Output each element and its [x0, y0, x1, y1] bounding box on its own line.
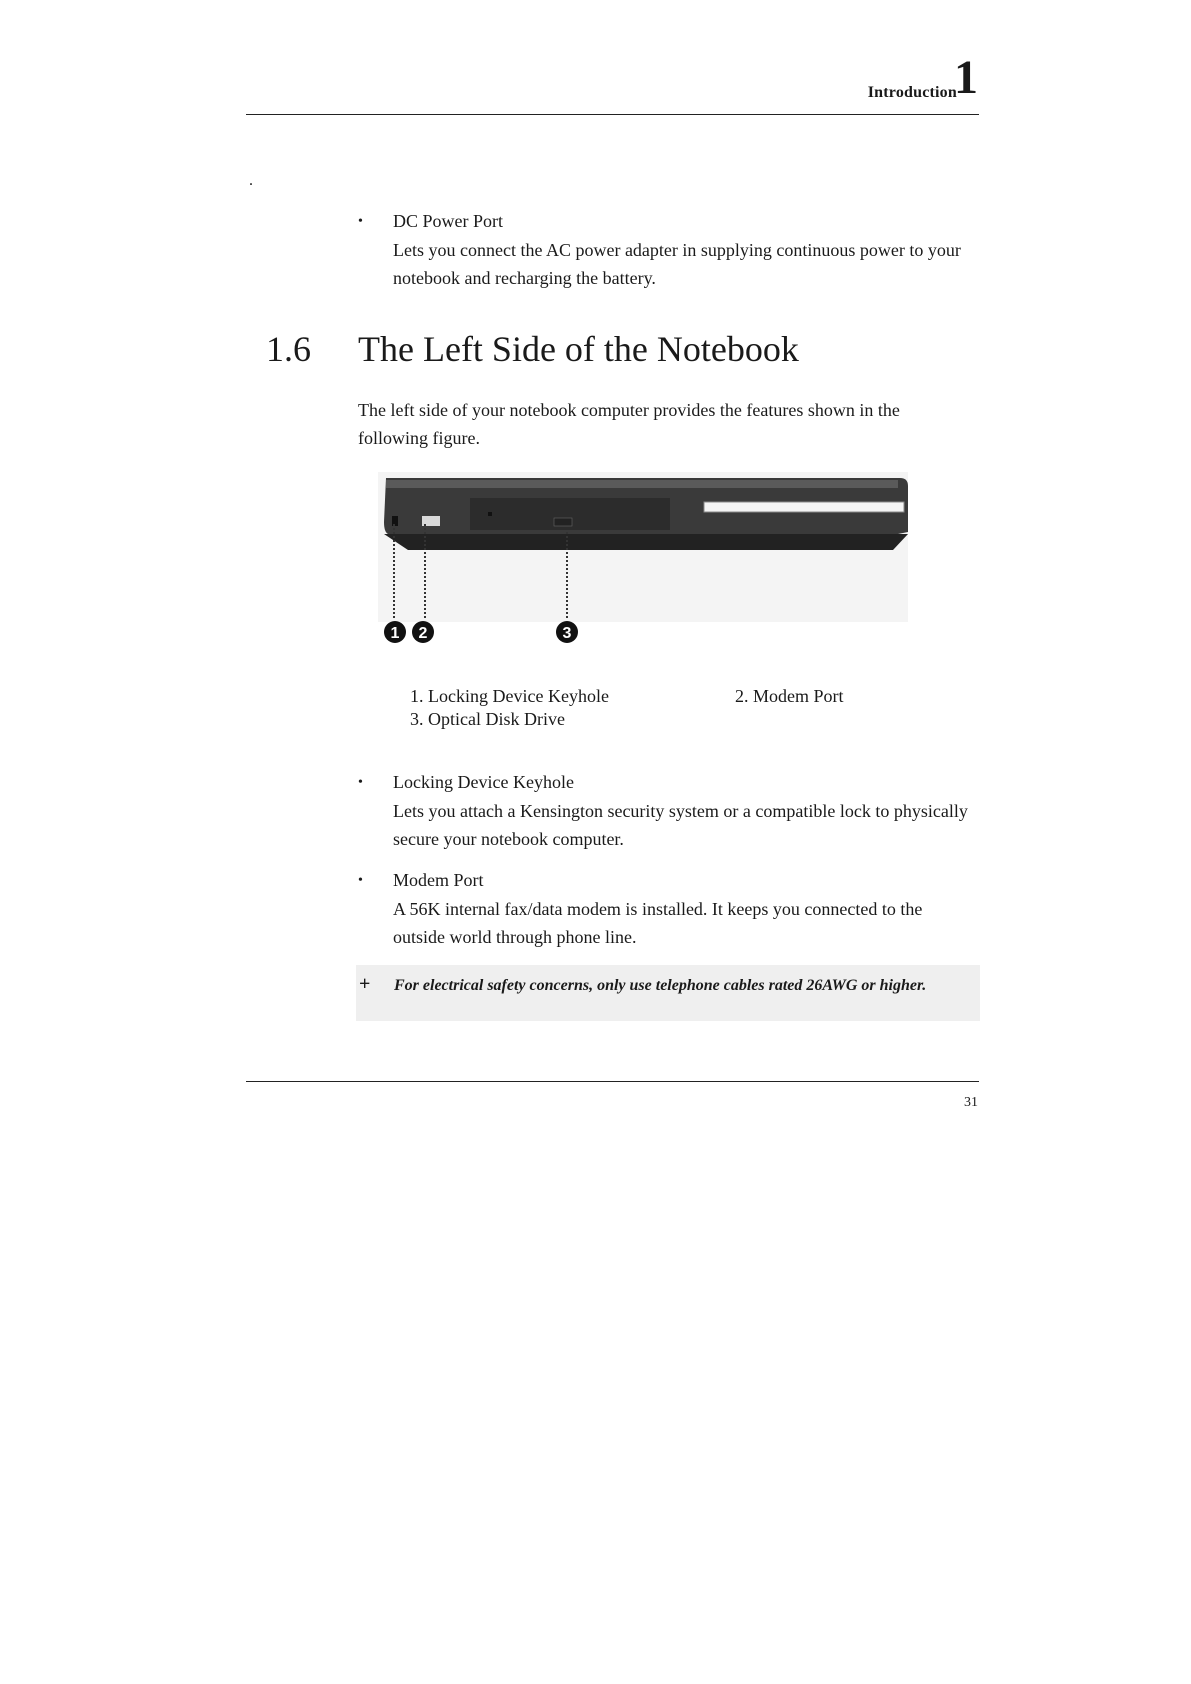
intro-paragraph: The left side of your notebook computer provides the features shown in the following figure. — [358, 400, 900, 448]
caption-3: 3. Optical Disk Drive — [410, 709, 565, 729]
notebook-left-side-figure — [378, 472, 908, 650]
page-number: 31 — [964, 1095, 978, 1110]
bullet-icon: • — [358, 873, 363, 888]
dc-power-title: DC Power Port — [393, 211, 504, 231]
locking-keyhole-title: Locking Device Keyhole — [393, 772, 574, 792]
dc-power-desc: Lets you connect the AC power adapter in supplying continuous power to your notebook and recharging the battery. — [393, 240, 961, 288]
marker-label-1: 1 — [390, 625, 400, 642]
note-text: For electrical safety concerns, only use telephone cables rated 26AWG or higher. — [394, 977, 927, 994]
footer-rule — [246, 1081, 979, 1082]
header-rule — [246, 114, 979, 115]
marker-label-3: 3 — [562, 625, 572, 642]
chapter-number: 1 — [954, 51, 978, 104]
modem-port-desc: A 56K internal fax/data modem is installed. It keeps you connected to the outside world through phone line. — [393, 899, 923, 947]
caption-1: 1. Locking Device Keyhole — [410, 686, 609, 706]
marker-label-2: 2 — [418, 625, 428, 642]
section-title: The Left Side of the Notebook — [358, 329, 799, 369]
stray-mark: . — [249, 172, 253, 189]
locking-keyhole-desc: Lets you attach a Kensington security system or a compatible lock to physically secure your notebook computer. — [393, 801, 968, 849]
modem-port-title: Modem Port — [393, 870, 484, 890]
chapter-title: Introduction — [867, 84, 957, 101]
bullet-icon: • — [358, 214, 363, 229]
bullet-icon: • — [358, 775, 363, 790]
note-icon: + — [359, 973, 371, 995]
section-number: 1.6 — [266, 329, 311, 369]
caption-2: 2. Modem Port — [735, 686, 844, 706]
